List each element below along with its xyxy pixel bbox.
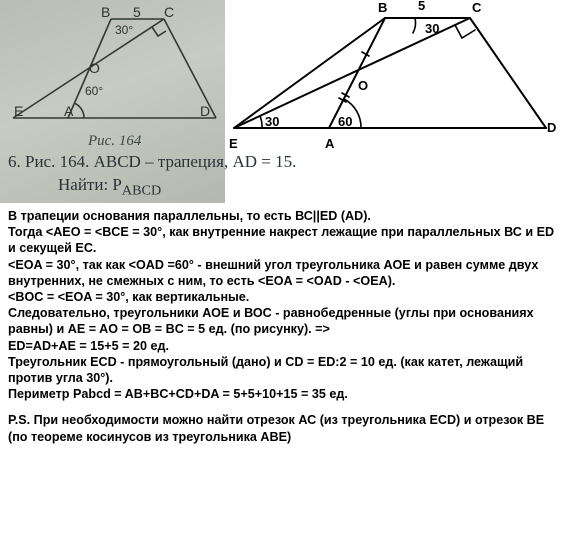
label-angle-60-a: 60 bbox=[338, 114, 353, 129]
label-e: E bbox=[229, 136, 238, 151]
angle-arc-e bbox=[260, 116, 262, 128]
figure-caption: Рис. 164 bbox=[88, 133, 142, 149]
label-angle-30-e: 30 bbox=[265, 114, 280, 129]
label-c: C bbox=[472, 0, 482, 15]
photo-label-angle60: 60° bbox=[85, 84, 104, 98]
problem-question-sub: ABCD bbox=[121, 182, 162, 199]
photo-label-o: O bbox=[89, 60, 100, 76]
solution-text bbox=[8, 208, 560, 445]
solution-line: <BOC = <EOA = 30°, как вертикальные. bbox=[8, 290, 250, 305]
solution-line: ED=AD+AE = 15+5 = 20 ед. bbox=[8, 338, 169, 353]
photo-label-b: B bbox=[101, 4, 111, 20]
label-angle-30-c: 30 bbox=[425, 21, 440, 36]
photo-label-e: E bbox=[14, 103, 24, 119]
textbook-figure bbox=[0, 0, 225, 203]
solution-ps: P.S. При необходимости можно найти отрезок АС (из треугольника ECD) и отрезок ВЕ (по теореме косинусов из треугольника АВЕ) bbox=[8, 413, 545, 444]
photo-label-a: A bbox=[64, 103, 74, 119]
problem-statement: 6. Рис. 164. ABCD – трапеция, AD = 15. bbox=[8, 152, 297, 171]
photo-label-d: D bbox=[200, 103, 211, 119]
solution-line: Следовательно, треугольники АОЕ и ВОС - равнобедренные (углы при основаниях равны) и AE = AO = OB = BC = 5 ед. (по рисунку). => bbox=[8, 306, 534, 337]
photo-label-5: 5 bbox=[133, 4, 141, 20]
solution-line: Тогда <AEO = <BCE = 30°, как внутренние накрест лежащие при параллельных ВС и ED и секущей ЕС. bbox=[8, 225, 555, 256]
label-o: O bbox=[358, 78, 369, 93]
trapezoid-diagram bbox=[225, 0, 567, 203]
solution-line: Периметр Pabcd = AB+BC+CD+DA = 5+5+10+15 = 35 ед. bbox=[8, 387, 348, 402]
photo-label-angle30: 30° bbox=[115, 23, 134, 37]
solution-line: В трапеции основания параллельны, то есть ВС||ED (AD). bbox=[8, 209, 371, 223]
textbook-photo bbox=[0, 0, 297, 203]
label-5: 5 bbox=[418, 0, 426, 13]
problem-question-text: Найти: P bbox=[58, 175, 122, 194]
solution-line: Треугольник ECD - прямоугольный (дано) и CD = ED:2 = 10 ед. (как катет, лежащий против угла 30°). bbox=[8, 354, 524, 386]
photo-angle-arc-a bbox=[74, 103, 84, 118]
problem-question bbox=[58, 175, 161, 199]
label-d: D bbox=[547, 120, 557, 135]
label-a: A bbox=[325, 136, 335, 151]
photo-label-c: C bbox=[164, 4, 175, 20]
solution-line: <EOA = 30°, так как <OAD =60° - внешний угол треугольника АОЕ и равен сумме двух внутренних, не смежных с ним, то есть <EOA = <OAD - <OEA). bbox=[8, 257, 539, 288]
right-angle-mark-c bbox=[455, 25, 475, 38]
label-b: B bbox=[378, 0, 388, 15]
photo-right-angle-mark bbox=[152, 27, 166, 36]
segment-eb bbox=[234, 18, 385, 128]
angle-arc-c bbox=[413, 18, 416, 33]
segment-cd bbox=[470, 18, 546, 128]
